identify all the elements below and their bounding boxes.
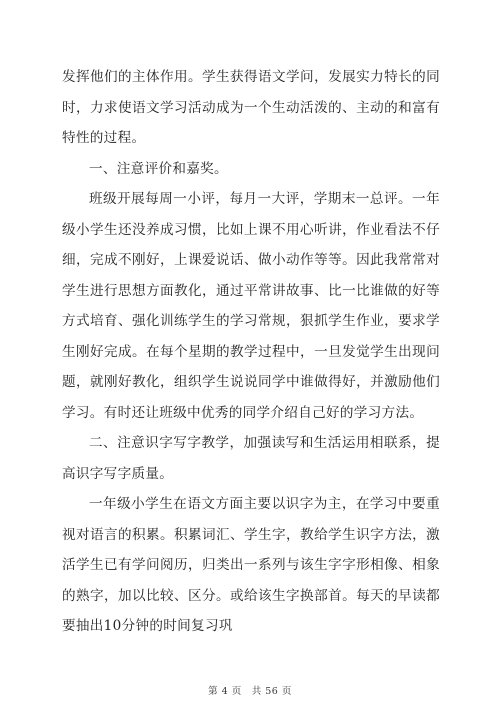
body-paragraph: 班级开展每周一小评，每月一大评，学期末一总评。一年级小学生还没养成习惯，比如上课不用心听讲，作业看法不仔细，完成不刚好，上课爱说话、做小动作等等。因此我常常对学生进行思想方面教化，通过平常讲故事、比一比谁做的好等方式培育、强化训练学生的学习常规，狠抓学生作业，要求学生刚好完成。在每个星期的教学过程中，一旦发觉学生出现问题，就刚好教化，组织学生说说同学中谁做得好，并激励他们学习。有时还让班级中优秀的同学介绍自己好的学习方法。 [62, 191, 440, 421]
document-body [62, 62, 440, 642]
body-paragraph: 发挥他们的主体作用。学生获得语文学问，发展实力特长的同时，力求使语文学习活动成为一个生动活泼的、主动的和富有特性的过程。 [62, 69, 440, 146]
page-number-footer: 第 4 页 共 56 页 [208, 686, 292, 697]
section-heading-2: 二、注意识字写字教学，加强读写和生活运用相联系，提高识字写字质量。 [62, 435, 440, 482]
body-paragraph: 一年级小学生在语文方面主要以识字为主，在学习中要重视对语言的积累。积累词汇、学生字，教给学生识字方法，激活学生已有学问阅历，归类出一系列与该生字字形相像、相象的熟字，加以比较、区分。或给该生字换部首。每天的早读都要抽出10分钟的时间复习巩 [62, 496, 440, 634]
section-heading-1: 一、注意评价和嘉奖。 [89, 160, 228, 177]
